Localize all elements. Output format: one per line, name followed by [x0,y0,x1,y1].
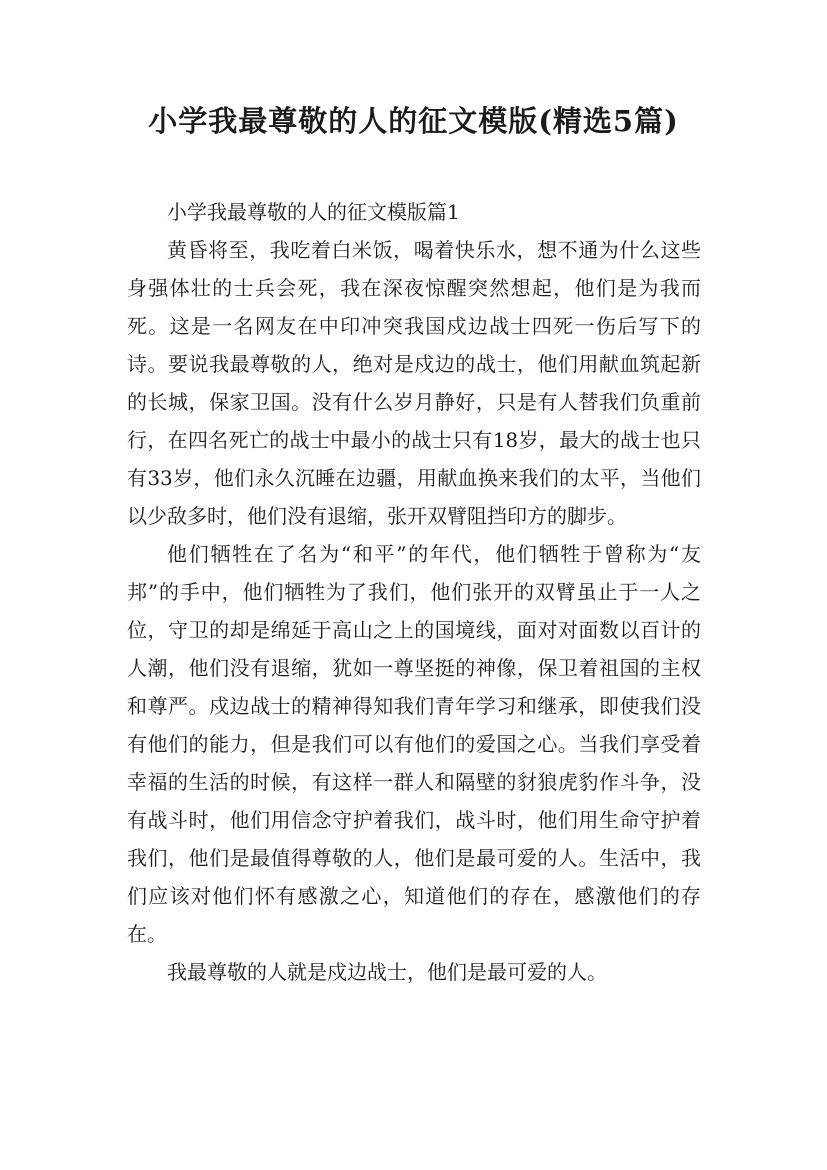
paragraph-2: 他们牺牲在了名为“和平”的年代，他们牺牲于曾称为“友邦”的手中，他们牺牲为了我们，他们张开的双臂虽止于一人之位，守卫的却是绵延于高山之上的国境线，面对对面数以百计的人潮，他们没有退缩，犹如一尊坚挺的神像，保卫着祖国的主权和尊严。戍边战士的精神得知我们青年学习和继承，即使我们没有他们的能力，但是我们可以有他们的爱国之心。当我们享受着幸福的生活的时候，有这样一群人和隔壁的豺狼虎豹作斗争，没有战斗时，他们用信念守护着我们，战斗时，他们用生命守护着我们，他们是最值得尊敬的人，他们是最可爱的人。生活中，我们应该对他们怀有感激之心，知道他们的存在，感激他们的存在。 [127,542,701,946]
document-body [127,193,701,991]
section-heading: 小学我最尊敬的人的征文模版篇1 [167,200,460,224]
document-title: 小学我最尊敬的人的征文模版(精选5篇) [148,104,679,138]
paragraph-1: 黄昏将至，我吃着白米饭，喝着快乐水，想不通为什么这些身强体壮的士兵会死，我在深夜惊醒突然想起，他们是为我而死。这是一名网友在中印冲突我国戍边战士四死一伤后写下的诗。要说我最尊敬的人，绝对是戍边的战士，他们用献血筑起新的长城，保家卫国。没有什么岁月静好，只是有人替我们负重前行，在四名死亡的战士中最小的战士只有18岁，最大的战士也只有33岁，他们永久沉睡在边疆，用献血换来我们的太平，当他们以少敌多时，他们没有退缩，张开双臂阻挡印方的脚步。 [127,238,701,528]
paragraph-3: 我最尊敬的人就是戍边战士，他们是最可爱的人。 [167,960,607,984]
